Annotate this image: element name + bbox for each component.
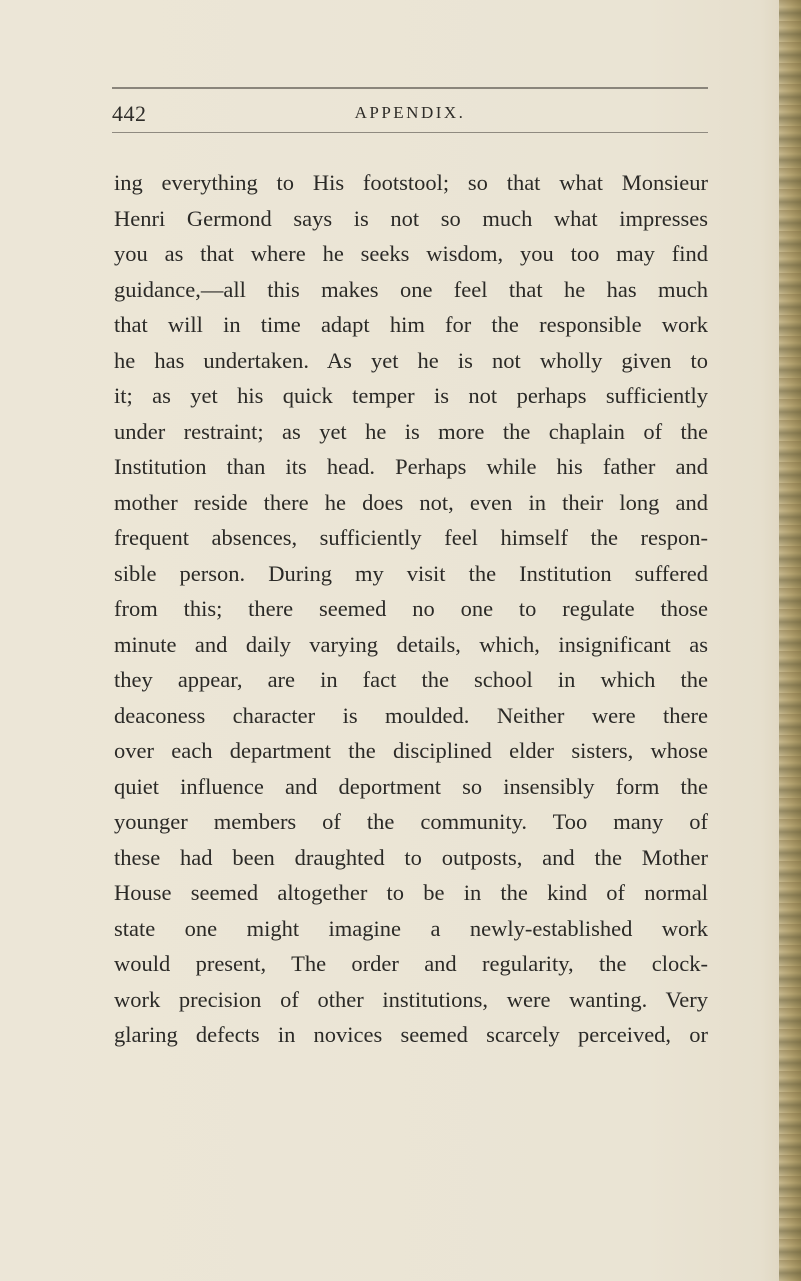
- text-line: deaconess character is moulded. Neither were there: [114, 702, 708, 728]
- page-number: 442: [112, 101, 147, 126]
- text-line: work precision of other institutions, were wanting. Very: [114, 986, 708, 1012]
- text-line: it; as yet his quick temper is not perhaps sufficiently: [114, 383, 708, 408]
- text-line: that will in time adapt him for the responsible work: [114, 312, 708, 337]
- page-edge-shadow: [779, 0, 801, 1281]
- text-line: quiet influence and deportment so insensibly form the: [114, 773, 708, 799]
- text-line: they appear, are in fact the school in which the: [114, 667, 708, 692]
- header-rule: [112, 132, 708, 133]
- text-line: over each department the disciplined elder sisters, whose: [114, 738, 708, 763]
- text-line: frequent absences, sufficiently feel himself the respon-: [114, 525, 708, 550]
- body-text: [114, 165, 708, 1053]
- text-line: would present, The order and regularity, the clock-: [114, 951, 708, 976]
- text-line: state one might imagine a newly-established work: [114, 915, 708, 941]
- text-line: younger members of the community. Too many of: [114, 809, 708, 834]
- text-line: under restraint; as yet he is more the chaplain of the: [114, 418, 708, 444]
- text-line: Institution than its head. Perhaps while his father and: [114, 454, 708, 479]
- text-line: sible person. During my visit the Institution suffered: [114, 560, 708, 586]
- text-line: ing everything to His footstool; so that what Monsieur: [114, 170, 708, 195]
- text-line: Henri Germond says is not so much what impresses: [114, 205, 708, 231]
- text-line: you as that where he seeks wisdom, you too may find: [114, 241, 708, 266]
- text-line: mother reside there he does not, even in their long and: [114, 489, 708, 515]
- text-line: he has undertaken. As yet he is not wholly given to: [114, 347, 708, 373]
- text-line: these had been draughted to outposts, and the Mother: [114, 844, 708, 870]
- text-line: minute and daily varying details, which, insignificant as: [114, 631, 708, 657]
- text-line: glaring defects in novices seemed scarcely perceived, or: [114, 1022, 708, 1047]
- text-line: from this; there seemed no one to regulate those: [114, 596, 708, 621]
- running-head: APPENDIX.: [354, 103, 466, 122]
- text-line: House seemed altogether to be in the kind of normal: [114, 880, 708, 905]
- text-line: guidance,—all this makes one feel that he has much: [114, 276, 708, 302]
- top-rule: [112, 87, 708, 89]
- page-header: [112, 101, 708, 131]
